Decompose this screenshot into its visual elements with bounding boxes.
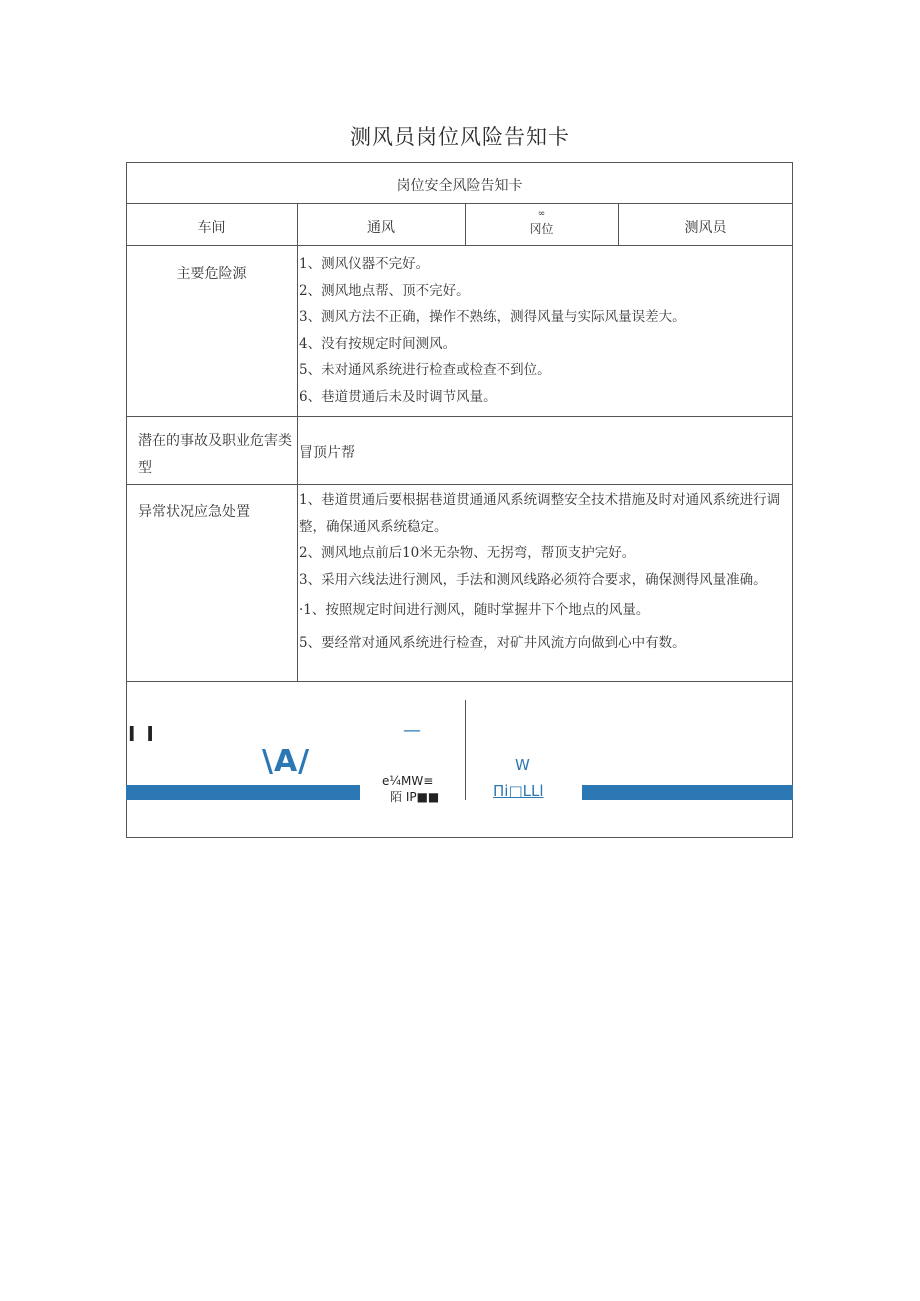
accent-bar-left xyxy=(126,785,360,800)
rule-accidents xyxy=(126,484,793,485)
rule-emergency xyxy=(126,681,793,682)
hazards-list xyxy=(299,251,789,410)
emergency-item: 5、要经常对通风系统进行检查，对矿井风流方向做到心中有数。 xyxy=(299,634,686,651)
accidents-label: 潜在的事故及职业危害类型 xyxy=(138,433,292,476)
emergency-item: 1、巷道贯通后要根据巷道贯通通风系统调整安全技术措施及时对通风系统进行调整，确保通风系统稳定。 xyxy=(299,492,781,535)
rule-workshop xyxy=(126,245,793,246)
hazard-item: 1、测风仪器不完好。 xyxy=(299,256,430,272)
bottom-big-w: \A/ xyxy=(262,744,311,779)
rule-col-bottom xyxy=(465,700,466,800)
post-label: 冈位 xyxy=(529,222,554,236)
emergency-item: ·1、按照规定时间进行测风，随时掌握井下个地点的风量。 xyxy=(299,602,650,618)
hazards-label: 主要危险源 xyxy=(176,266,247,282)
bottom-dash: — xyxy=(403,720,421,741)
rule-hazards xyxy=(126,416,793,417)
workshop-value: 通风 xyxy=(367,220,395,236)
hazard-item: 6、巷道贯通后未及时调节风量。 xyxy=(299,388,497,405)
hazard-item: 3、测风方法不正确，操作不熟练，测得风量与实际风量误差大。 xyxy=(299,309,686,325)
hazard-item: 2、测风地点帮、顶不完好。 xyxy=(299,282,470,299)
emergency-item: 3、采用六线法进行测风，手法和测风线路必须符合要求，确保测得风量准确。 xyxy=(299,571,767,588)
page-title: 测风员岗位风险告知卡 xyxy=(350,125,570,149)
bottom-code-2: 陌 IP■■ xyxy=(390,790,440,804)
bottom-marks: I I xyxy=(128,722,156,746)
hazard-item: 4、没有按规定时间测风。 xyxy=(299,335,457,352)
bottom-w: W xyxy=(515,756,530,774)
accidents-value: 冒顶片帮 xyxy=(299,445,355,461)
rule-col-label xyxy=(297,203,298,681)
bottom-code-3: Πi□LLl xyxy=(493,782,544,800)
card-header: 岗位安全风险告知卡 xyxy=(396,178,523,194)
post-value: 测风员 xyxy=(684,220,727,236)
post-small-mark: ∞ xyxy=(537,209,546,219)
hazard-item: 5、未对通风系统进行检查或检查不到位。 xyxy=(299,362,551,378)
workshop-label: 车间 xyxy=(197,220,226,236)
accent-bar-right xyxy=(582,785,793,800)
emergency-label: 异常状况应急处置 xyxy=(138,504,250,520)
emergency-list xyxy=(299,487,791,681)
rule-header xyxy=(126,203,793,204)
bottom-code-1: e¼MW≡ xyxy=(382,774,434,788)
emergency-item: 2、测风地点前后10米无杂物、无拐弯，帮顶支护完好。 xyxy=(299,545,636,561)
